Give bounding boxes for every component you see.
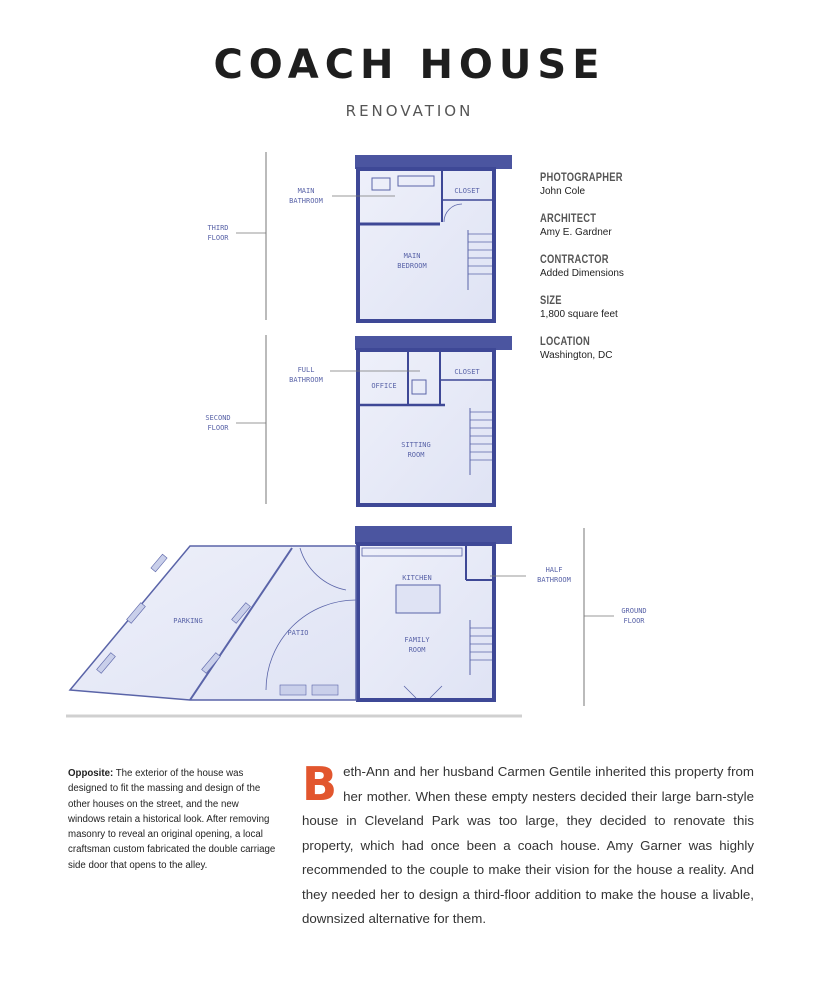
- main-bathroom-label-2: BATHROOM: [289, 197, 323, 205]
- parking-patio-area: [70, 546, 356, 700]
- kitchen-label: KITCHEN: [402, 574, 432, 582]
- detail-value: Amy E. Gardner: [540, 227, 612, 238]
- second-floor-label-2: FLOOR: [207, 424, 229, 432]
- detail-value: 1,800 square feet: [540, 309, 618, 320]
- roof-band: [355, 155, 512, 169]
- article-body: [302, 757, 754, 932]
- detail-label: SIZE: [540, 293, 562, 307]
- detail-value: Washington, DC: [540, 350, 613, 361]
- detail-label: LOCATION: [540, 334, 591, 348]
- detail-label: PHOTOGRAPHER: [540, 170, 623, 184]
- caption-text: The exterior of the house was designed to fit the massing and design of the other houses on the street, and the new windows retain a historical look. After removing masonry to reveal an original opening, a local craftsman custom fabricated the double carriage side door that opens to the alley.: [68, 768, 276, 871]
- main-bedroom-label-2: BEDROOM: [397, 262, 427, 270]
- article-text: eth-Ann and her husband Carmen Gentile inherited this property from her mother. When these empty nesters decided their large barn-style house in Cleveland Park was too large, they decided to renovate this property, which had once been a coach house. Amy Garner was highly recommended to the couple to make their vision for the house a reality. And they needed her to design a third-floor addition to make the house a livable, downsized alternative for them.: [302, 764, 754, 926]
- third-floor-plan: [207, 152, 512, 321]
- drop-cap: B: [302, 757, 338, 811]
- project-details: [540, 170, 740, 375]
- patio-label: PATIO: [287, 629, 309, 637]
- detail-photographer: [540, 170, 740, 197]
- sitting-room-label-2: ROOM: [407, 451, 425, 459]
- detail-location: [540, 334, 740, 361]
- office-label: OFFICE: [371, 382, 397, 390]
- main-bathroom-label-1: MAIN: [297, 187, 315, 195]
- full-bathroom-label-2: BATHROOM: [289, 376, 323, 384]
- detail-contractor: [540, 252, 740, 279]
- detail-size: [540, 293, 740, 320]
- ground-floor-label-2: FLOOR: [623, 617, 645, 625]
- second-floor-label-1: SECOND: [205, 414, 231, 422]
- parking-label: PARKING: [173, 617, 203, 625]
- detail-label: ARCHITECT: [540, 211, 597, 225]
- caption-lead: Opposite:: [68, 768, 114, 779]
- detail-value: John Cole: [540, 186, 586, 197]
- full-bathroom-label-1: FULL: [297, 366, 315, 374]
- third-floor-label-1: THIRD: [207, 224, 229, 232]
- half-bathroom-label-2: BATHROOM: [537, 576, 571, 584]
- family-room-label-2: ROOM: [408, 646, 426, 654]
- ground-floor-label-1: GROUND: [621, 607, 647, 615]
- page-subtitle: RENOVATION: [345, 102, 474, 120]
- closet-third-label: CLOSET: [454, 187, 480, 195]
- photo-caption: [68, 766, 278, 873]
- detail-value: Added Dimensions: [540, 268, 624, 279]
- sitting-room-label-1: SITTING: [401, 441, 431, 449]
- ground-floor-plan: [66, 526, 647, 716]
- detail-architect: [540, 211, 740, 238]
- ground-floor-walls: [358, 544, 494, 700]
- detail-label: CONTRACTOR: [540, 252, 609, 266]
- main-bedroom-label-1: MAIN: [403, 252, 421, 260]
- page-title: COACH HOUSE: [213, 42, 606, 88]
- half-bathroom-label-1: HALF: [545, 566, 563, 574]
- third-floor-label-2: FLOOR: [207, 234, 229, 242]
- family-room-label-1: FAMILY: [404, 636, 430, 644]
- kitchen-island: [396, 585, 440, 613]
- second-floor-plan: [205, 335, 512, 505]
- closet-second-label: CLOSET: [454, 368, 480, 376]
